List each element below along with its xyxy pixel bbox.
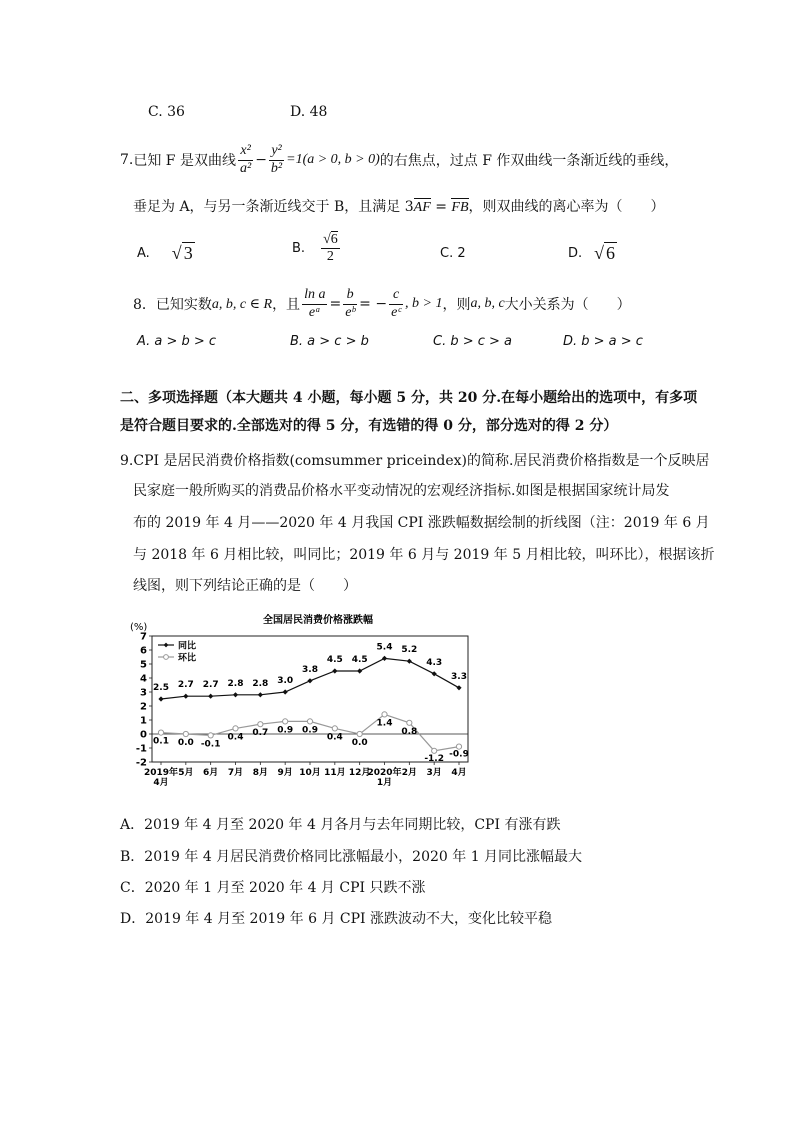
q7-option-a: A. √ 3 (137, 243, 193, 263)
point-mom (382, 712, 387, 717)
y-tick-label: -2 (135, 757, 147, 769)
point-mom (283, 719, 288, 724)
x-tick-label: 2月 (401, 768, 417, 778)
q9-stem-line4: 与 2018 年 6 月相比较，叫同比；2019 年 6 月与 2019 年 5 月相比较，叫环比），根据该折 (133, 547, 715, 563)
point-yoy (233, 692, 238, 697)
point-yoy (183, 694, 188, 699)
chart-title: 全国居民消费价格涨跌幅 (263, 615, 373, 626)
q7-stem-line1: 7. 已知 F 是双曲线 $\frac{\text{x²}}{\text{a²}}$ − $\frac{\text{y²}}{\text{b²}}$ =1(a > 0, b > 0) 的右焦点，过点 F 作双曲线一条渐近线的垂线， (120, 143, 679, 176)
cpi-line-chart (128, 608, 478, 798)
q6-option-c: C. 36 (148, 104, 185, 120)
data-label-mom: 0.7 (252, 728, 269, 739)
y-tick-label: 4 (140, 673, 147, 685)
data-label-yoy: 5.4 (376, 642, 393, 653)
x-tick-label: 10月 (299, 768, 321, 778)
x-tick-label: 8月 (252, 768, 268, 778)
q9-stem-line1: 9.CPI 是居民消费价格指数(comsummer priceindex)的简称.居民消费价格指数是一个反映居 (120, 453, 710, 469)
q8-option-b: B. a > c > b (290, 334, 369, 349)
q9-stem-line3: 布的 2019 年 4 月——2020 年 4 月我国 CPI 涨跌幅数据绘制的折线图（注：2019 年 6 月 (133, 515, 710, 531)
vector-fb: FB (451, 200, 469, 215)
x-tick-label: 5月 (178, 768, 194, 778)
q7-stem-line2: 垂足为 A，与另一条渐近线交于 B，且满足 3AF = FB，则双曲线的离心率为（ ） (133, 199, 665, 215)
data-label-yoy: 2.7 (177, 680, 194, 691)
data-label-yoy: 3.0 (277, 676, 294, 686)
point-mom (357, 731, 362, 736)
point-yoy (332, 668, 337, 673)
point-mom (332, 726, 337, 731)
chart-y-axis-label: (%) (130, 622, 148, 633)
x-tick-label: 3月 (426, 768, 442, 778)
x-tick-label: 4月 (451, 768, 467, 778)
data-label-mom: 0.4 (227, 732, 244, 743)
q9-option-b: B．2019 年 4 月居民消费价格同比涨幅最小，2020 年 1 月同比涨幅最大 (120, 849, 583, 865)
legend-marker-mom (164, 655, 169, 660)
point-mom (407, 720, 412, 725)
q6-option-d: D. 48 (290, 104, 328, 120)
x-tick-label: 12月 (348, 768, 371, 778)
point-yoy (158, 696, 163, 701)
x-tick-label-sub: 4月 (153, 778, 169, 788)
data-label-yoy: 2.5 (153, 683, 169, 693)
point-mom (208, 733, 213, 738)
x-tick-label: 7月 (227, 768, 244, 778)
section-heading-line1: 二、多项选择题（本大题共 4 小题，每小题 5 分，共 20 分.在每小题给出的选项中，有多项 (120, 390, 698, 406)
data-label-yoy: 4.3 (426, 657, 443, 668)
legend-label-mom: 环比 (178, 653, 197, 664)
point-yoy (407, 659, 412, 664)
q7-stem-after: 的右焦点，过点 F 作双曲线一条渐近线的垂线， (379, 153, 679, 169)
data-label-mom: 0.4 (326, 732, 343, 743)
x-tick-label-sub: 1月 (376, 778, 393, 788)
data-label-mom: 0.8 (401, 726, 418, 737)
data-label-yoy: 4.5 (326, 655, 343, 665)
point-mom (432, 748, 437, 753)
data-label-mom: 0.0 (177, 738, 194, 748)
data-label-mom: 0.9 (302, 725, 318, 736)
section-heading-line2: 是符合题目要求的.全部选对的得 5 分，有选错的得 0 分，部分选对的得 2 分） (120, 418, 618, 434)
x-tick-label: 9月 (277, 768, 293, 778)
q9-option-d: D．2019 年 4 月至 2019 年 6 月 CPI 涨跌波动不大，变化比较平稳 (120, 911, 553, 927)
data-label-mom: -1.2 (424, 753, 445, 764)
data-label-yoy: 2.8 (227, 678, 244, 689)
data-label-yoy: 5.2 (401, 645, 418, 656)
point-mom (258, 722, 263, 727)
q8-fraction-1: $\frac{\text{ln a}}{\text{eᵃ}}$ (304, 287, 326, 320)
q7-option-c: C. 2 (440, 246, 466, 261)
data-label-yoy: 3.3 (451, 671, 467, 682)
data-label-yoy: 4.5 (351, 655, 368, 665)
q7-fraction-x: $\frac{\text{x²}}{\text{a²}}$ (239, 143, 252, 176)
data-label-yoy: 3.8 (302, 664, 318, 675)
q8-option-d: D. b > a > c (563, 334, 643, 349)
y-tick-label: 1 (140, 715, 147, 727)
data-label-yoy: 2.7 (202, 680, 219, 691)
point-yoy (432, 671, 437, 676)
x-tick-label: 2019年 (143, 768, 179, 778)
point-mom (158, 730, 163, 735)
q9-option-c: C．2020 年 1 月至 2020 年 4 月 CPI 只跌不涨 (120, 880, 426, 896)
q7-number: 7. (120, 152, 134, 168)
q7-option-d: D. √ 6 (568, 243, 616, 263)
data-label-yoy: 2.8 (252, 678, 269, 689)
q9-stem-line5: 线图，则下列结论正确的是（ ） (133, 578, 357, 594)
y-tick-label: 3 (140, 687, 147, 699)
y-tick-label: 2 (140, 701, 147, 713)
x-tick-label: 2020年 (367, 768, 402, 778)
q8-fraction-3: $\frac{c}{\text{eᶜ}}$ (391, 287, 401, 320)
point-mom (307, 719, 312, 724)
q8-fraction-2: $\frac{b}{\text{eᵇ}}$ (345, 287, 356, 320)
q8-vars: a, b, c ∈ R (211, 296, 273, 312)
data-label-mom: 0.0 (351, 738, 368, 748)
y-tick-label: 0 (140, 729, 147, 741)
point-mom (456, 744, 461, 749)
y-tick-label: 7 (140, 631, 147, 643)
q9-stem-line2: 民家庭一般所购买的消费品价格水平变动情况的宏观经济指标.如图是根据国家统计局发 (133, 483, 670, 499)
point-mom (233, 726, 238, 731)
point-yoy (357, 668, 362, 673)
point-yoy (307, 678, 312, 683)
legend-label-yoy: 同比 (178, 641, 197, 652)
data-label-mom: 1.4 (376, 718, 393, 729)
point-yoy (258, 692, 263, 697)
data-label-mom: -0.9 (449, 749, 469, 760)
q9-option-a: A．2019 年 4 月至 2020 年 4 月各月与去年同期比较，CPI 有涨有跌 (120, 817, 561, 833)
q8-stem: 8．已知实数 a, b, c ∈ R ，且 $\frac{\text{ln a}}{\text{eᵃ}}$ = $\frac{b}{\text{eᵇ}}$ = − $\frac{c}{\text{eᶜ}}$ , b > 1 ，则 a, b, c 大小关系为（ ） (133, 287, 631, 320)
point-yoy (208, 694, 213, 699)
q8-option-c: C. b > c > a (433, 334, 513, 349)
legend-marker-yoy (164, 643, 169, 648)
data-label-mom: 0.1 (153, 736, 169, 747)
plot-frame (152, 636, 468, 762)
x-tick-label: 6月 (203, 768, 219, 778)
q7-lead: 已知 F 是双曲线 (133, 153, 236, 169)
y-tick-label: -1 (135, 743, 147, 755)
point-mom (183, 731, 188, 736)
q7-equation-rest: =1(a > 0, b > 0) (286, 152, 380, 167)
vector-af: AF (413, 200, 431, 215)
q7-option-b: B. $\frac{√6}{2}$ (292, 232, 338, 265)
point-yoy (456, 685, 461, 690)
point-yoy (382, 656, 387, 661)
q8-option-a: A. a > b > c (137, 334, 217, 349)
q7-fraction-y: $\frac{\text{y²}}{\text{b²}}$ (270, 143, 283, 176)
y-tick-label: 6 (140, 645, 147, 657)
x-tick-label: 11月 (324, 768, 346, 778)
y-tick-label: 5 (140, 659, 147, 671)
data-label-mom: 0.9 (277, 725, 294, 736)
point-yoy (283, 689, 288, 694)
data-label-mom: -0.1 (200, 739, 221, 750)
